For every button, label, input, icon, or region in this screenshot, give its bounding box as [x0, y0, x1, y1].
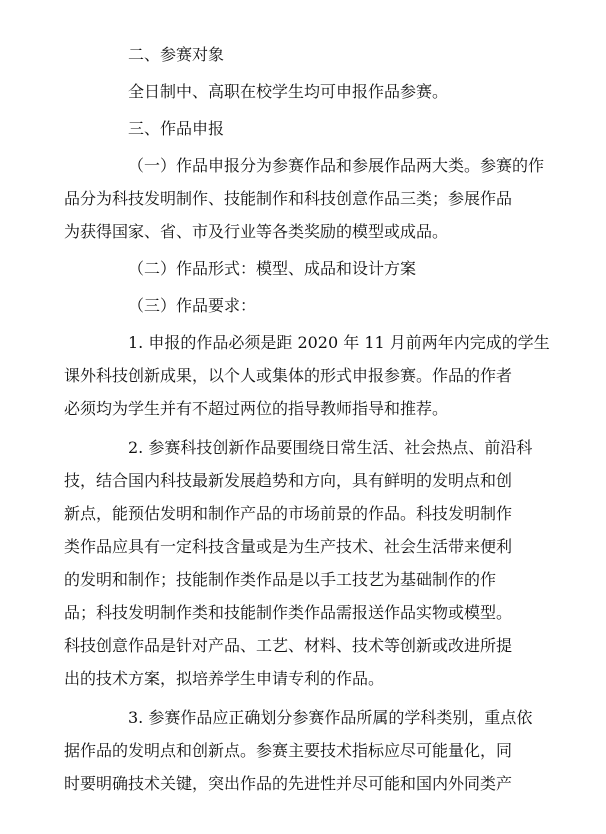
paragraph-line: 科技创意作品是针对产品、工艺、材料、技术等创新或改进所提 — [64, 636, 513, 655]
paragraph-line: 课外科技创新成果，以个人或集体的形式申报参赛。作品的作者 — [64, 366, 513, 385]
paragraph-line: 的发明和制作；技能制作类作品是以手工技艺为基础制作的作 — [64, 570, 497, 589]
paragraph-line: 品；科技发明制作类和技能制作类作品需报送作品实物或模型。 — [64, 603, 513, 622]
section-2-heading: 二、参赛对象 — [128, 45, 225, 64]
paragraph-line: 1. 申报的作品必须是距 2020 年 11 月前两年内完成的学生 — [128, 333, 550, 352]
paragraph-line: 3. 参赛作品应正确划分参赛作品所属的学科类别，重点依 — [128, 708, 533, 727]
requirement-1-paragraph — [64, 326, 550, 425]
paragraph-line: 时要明确技术关键，突出作品的先进性并尽可能和国内外同类产 — [64, 774, 513, 793]
requirement-2-paragraph — [64, 431, 533, 695]
section-2-body: 全日制中、高职在校学生均可申报作品参赛。 — [128, 82, 449, 101]
paragraph-line: 出的技术方案，拟培养学生申请专利的作品。 — [64, 669, 385, 688]
requirement-3-paragraph — [64, 701, 533, 800]
paragraph-line: 为获得国家、省、市及行业等各类奖励的模型或成品。 — [64, 222, 449, 241]
paragraph-line: 据作品的发明点和创新点。参赛主要技术指标应尽可能量化，同 — [64, 741, 513, 760]
paragraph-line: 技，结合国内科技最新发展趋势和方向，具有鲜明的发明点和创 — [64, 471, 513, 490]
paragraph-line: （一）作品申报分为参赛作品和参展作品两大类。参赛的作 — [128, 156, 545, 175]
section-3-heading: 三、作品申报 — [128, 119, 225, 138]
paragraph-line: 新点，能预估发明和制作产品的市场前景的作品。科技发明制作 — [64, 504, 513, 523]
paragraph-line: 类作品应具有一定科技含量或是为生产技术、社会生活带来便利 — [64, 537, 513, 556]
item-3-heading: （三）作品要求： — [128, 296, 257, 315]
paragraph-line: 品分为科技发明制作、技能制作和科技创意作品三类；参展作品 — [64, 189, 513, 208]
paragraph-line: 必须均为学生并有不超过两位的指导教师指导和推荐。 — [64, 399, 449, 418]
item-2-heading: （二）作品形式：模型、成品和设计方案 — [128, 259, 417, 278]
item-1-paragraph — [64, 149, 545, 248]
paragraph-line: 2. 参赛科技创新作品要围绕日常生活、社会热点、前沿科 — [128, 438, 533, 457]
